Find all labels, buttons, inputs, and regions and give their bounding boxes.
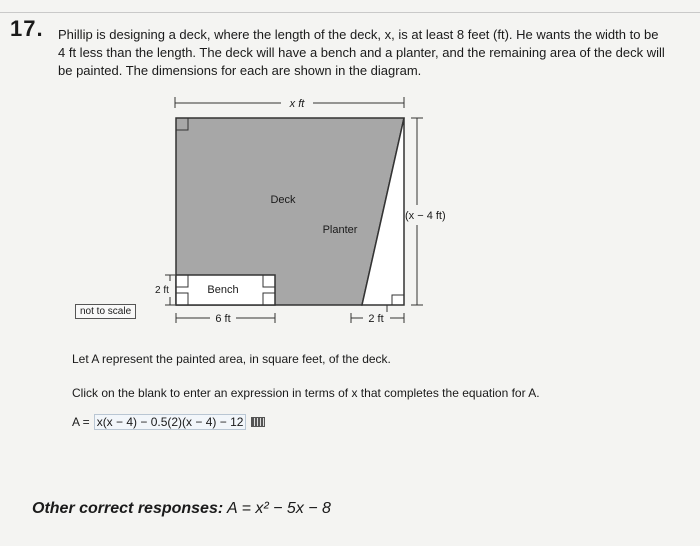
planter-label: Planter: [322, 224, 358, 236]
equation-answer-blank[interactable]: x(x − 4) − 0.5(2)(x − 4) − 12: [94, 414, 247, 430]
equation-prefix: A =: [72, 415, 90, 429]
deck-label: Deck: [270, 194, 296, 206]
keyboard-icon[interactable]: [251, 417, 265, 427]
instruction-line-2: Click on the blank to enter an expression in terms of x that completes the equation for A.: [72, 386, 540, 400]
question-number: 17.: [10, 16, 44, 41]
question-text: Phillip is designing a deck, where the length of the deck, x, is at least 8 feet (ft). He wants the width to be 4 ft less than the length. The deck will have a bench and a planter, and the remaining area of the deck will be painted. The dimensions for each are shown in the diagram.: [58, 27, 665, 78]
right-dimension-label: (x − 4 ft): [405, 210, 446, 222]
not-to-scale-note: not to scale: [75, 304, 136, 319]
bench-width-label: 6 ft: [215, 313, 231, 325]
other-correct-responses: [32, 500, 331, 518]
equation-row: [72, 414, 265, 430]
other-responses-label: Other correct responses:: [32, 500, 224, 517]
bench-label: Bench: [207, 284, 239, 296]
other-responses-expression: A = x² − 5x − 8: [227, 500, 331, 517]
top-dimension-label: x ft: [289, 98, 305, 110]
planter-width-label: 2 ft: [368, 313, 384, 325]
bench-height-label: 2 ft: [155, 285, 169, 296]
instruction-line-1: Let A represent the painted area, in square feet, of the deck.: [72, 352, 391, 366]
